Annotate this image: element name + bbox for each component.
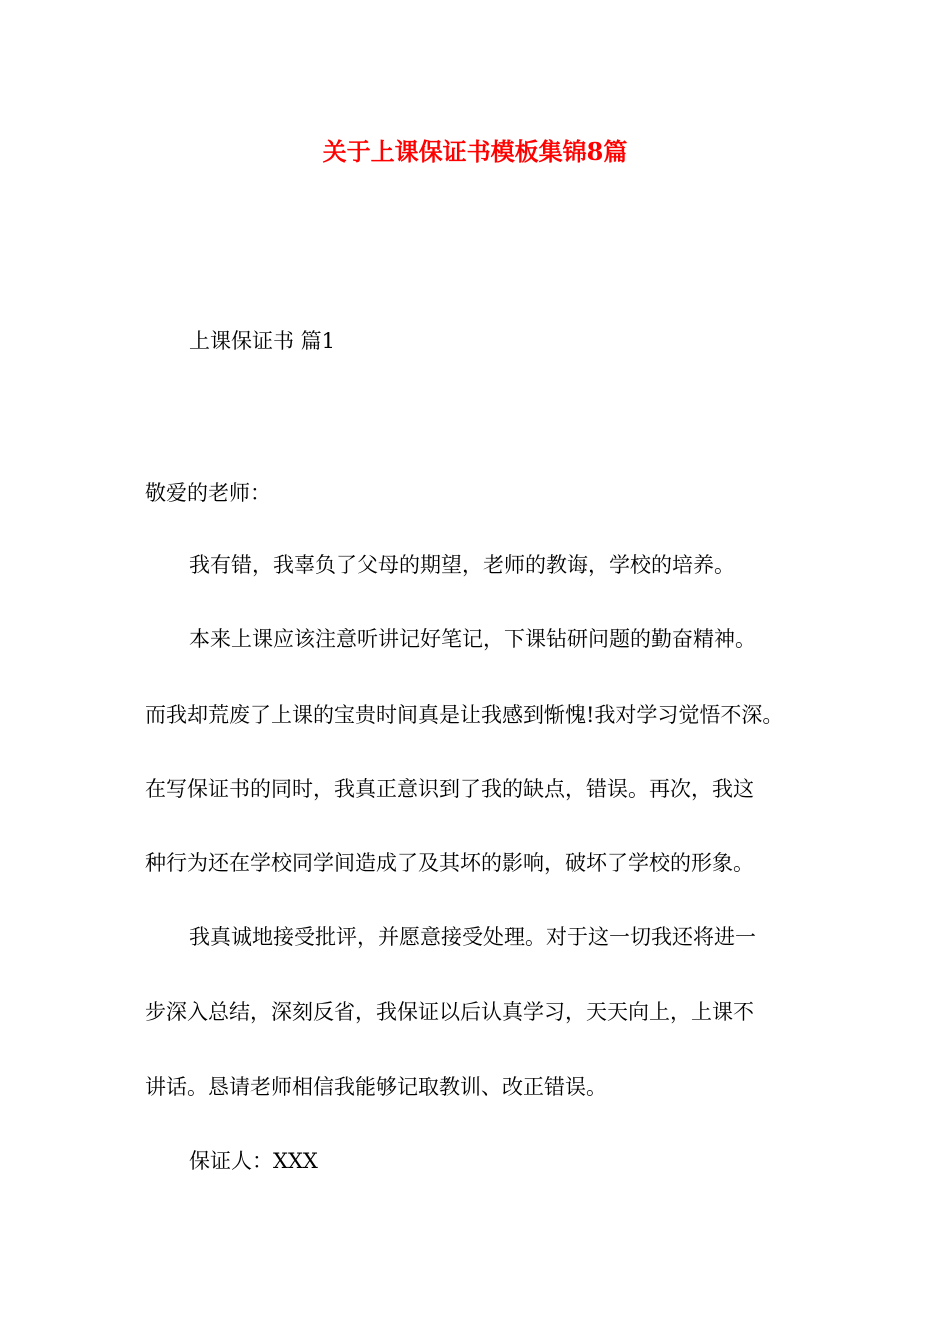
paragraph-line: 而我却荒废了上课的宝贵时间真是让我感到惭愧!我对学习觉悟不深。: [145, 703, 784, 727]
salutation: 敬爱的老师：: [145, 481, 271, 505]
signature: 保证人：XXX: [189, 1149, 318, 1173]
paragraph-line: 讲话。恳请老师相信我能够记取教训、改正错误。: [145, 1075, 607, 1099]
document-title: 关于上课保证书模板集锦8篇: [322, 137, 628, 166]
paragraph-line: 我有错，我辜负了父母的期望，老师的教诲，学校的培养。: [189, 553, 735, 577]
paragraph-line: 在写保证书的同时，我真正意识到了我的缺点，错误。再次，我这: [145, 777, 754, 801]
section-heading: 上课保证书 篇1: [189, 329, 336, 353]
paragraph-line: 本来上课应该注意听讲记好笔记，下课钻研问题的勤奋精神。: [189, 627, 756, 651]
paragraph-line: 我真诚地接受批评，并愿意接受处理。对于这一切我还将进一: [189, 925, 756, 949]
paragraph-line: 步深入总结，深刻反省，我保证以后认真学习，天天向上，上课不: [145, 1000, 754, 1024]
paragraph-line: 种行为还在学校同学间造成了及其坏的影响，破坏了学校的形象。: [145, 851, 754, 875]
